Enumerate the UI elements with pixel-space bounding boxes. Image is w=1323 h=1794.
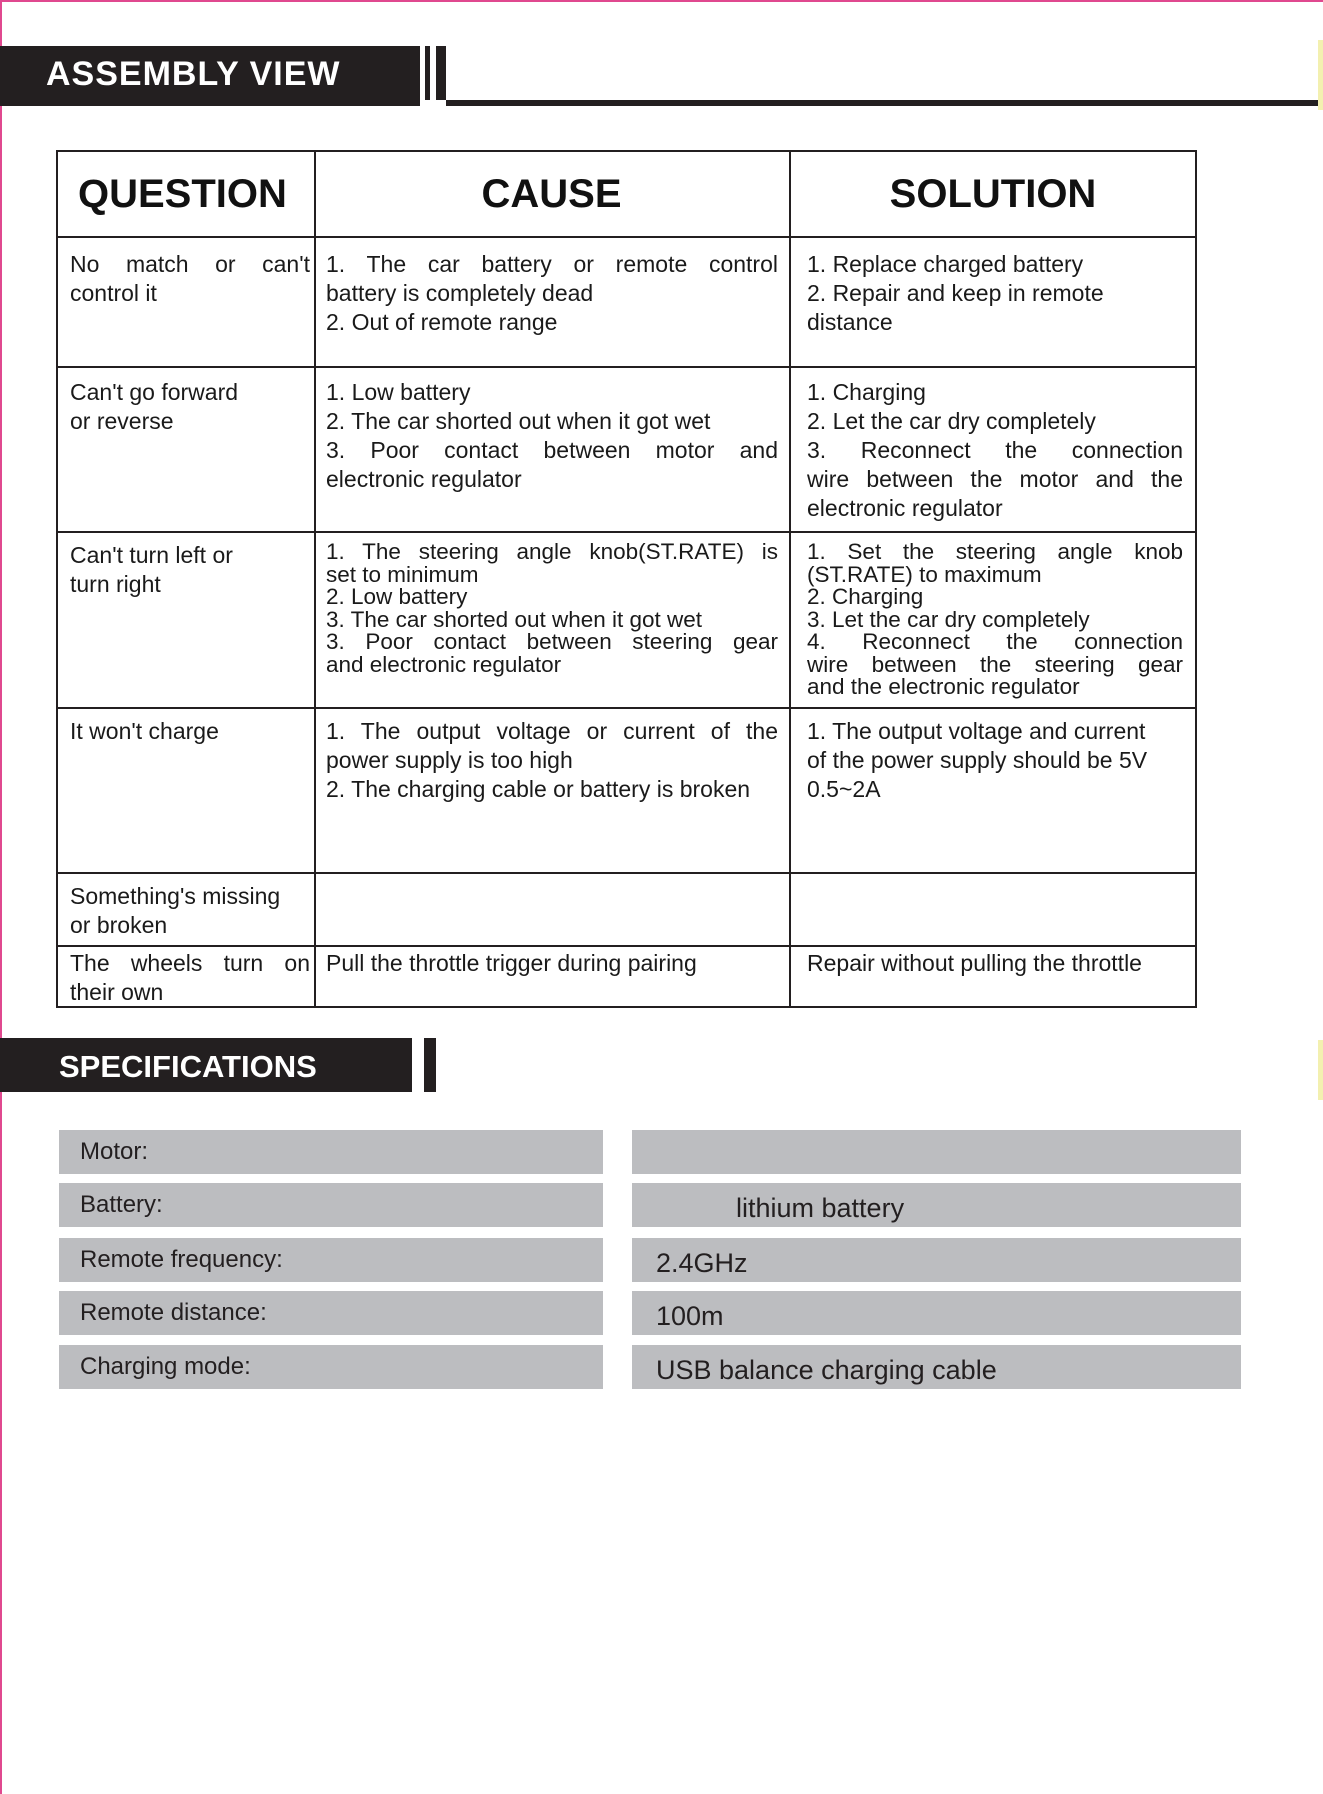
solution-text: 1. Charging <box>807 379 926 405</box>
solution-text: 2. Charging <box>807 584 924 609</box>
solution-text: 3. Let the car dry completely <box>807 606 1090 632</box>
spec-header-tick <box>424 1038 436 1092</box>
solution-text: Repair without pulling the throttle <box>807 950 1142 976</box>
cause-text: 3. Poor contact between motor and <box>326 437 778 463</box>
table-cell-question <box>70 378 310 436</box>
solution-text: distance <box>807 309 893 335</box>
cause-text: set to minimum <box>326 561 479 587</box>
cause-text: and electronic regulator <box>326 651 562 677</box>
spec-value: lithium battery <box>632 1183 1241 1227</box>
question-text: It won't charge <box>70 718 219 744</box>
table-cell-cause <box>326 541 778 676</box>
row-divider <box>58 945 1195 947</box>
table-cell-solution <box>807 717 1183 804</box>
table-cell-question <box>70 949 310 1007</box>
page-right-edge-mark <box>1318 1040 1323 1100</box>
spec-label: Motor: <box>59 1130 603 1174</box>
cause-text: 1. The steering angle knob(ST.RATE) is <box>326 539 778 564</box>
solution-text: 1. Replace charged battery <box>807 251 1084 277</box>
row-divider <box>58 872 1195 874</box>
page-left-edge <box>0 0 2 1794</box>
solution-text: 4. Reconnect the connection <box>807 629 1183 654</box>
solution-text: and the electronic regulator <box>807 674 1080 699</box>
spec-label: Battery: <box>59 1183 603 1227</box>
question-text: or broken <box>70 912 168 938</box>
column-divider <box>314 152 316 1006</box>
spec-value: 2.4GHz <box>632 1238 1241 1282</box>
cause-text: 3. The car shorted out when it got wet <box>326 606 703 632</box>
question-text: Can't turn left or <box>70 542 233 568</box>
solution-text: (ST.RATE) to maximum <box>807 561 1042 587</box>
spec-label: Remote frequency: <box>59 1238 603 1282</box>
table-cell-question <box>70 541 310 599</box>
solution-text: 3. Reconnect the connection <box>807 437 1183 463</box>
header-rule <box>446 100 1318 106</box>
specifications-header <box>0 1038 412 1092</box>
cause-text: 1. Low battery <box>326 379 471 405</box>
table-cell-cause <box>326 717 778 804</box>
table-cell-solution <box>807 541 1183 699</box>
header-cause: CAUSE <box>481 171 622 216</box>
table-cell-solution <box>807 378 1183 523</box>
solution-text: of the power supply should be 5V <box>807 747 1148 773</box>
row-divider <box>58 236 1195 238</box>
header-tick <box>425 46 430 100</box>
question-text: their own <box>70 979 164 1005</box>
solution-text: 2. Let the car dry completely <box>807 408 1096 434</box>
troubleshooting-table <box>56 150 1197 1008</box>
cause-text: 2. The car shorted out when it got wet <box>326 408 711 434</box>
spec-value: 100m <box>632 1291 1241 1335</box>
question-text: No match or can't <box>70 251 310 277</box>
row-divider <box>58 531 1195 533</box>
solution-text: 0.5~2A <box>807 776 881 802</box>
spec-label: Remote distance: <box>59 1291 603 1335</box>
table-cell-cause <box>326 250 778 337</box>
assembly-view-title: ASSEMBLY VIEW <box>46 55 341 93</box>
row-divider <box>58 707 1195 709</box>
row-divider <box>58 366 1195 368</box>
solution-text: 2. Repair and keep in remote <box>807 280 1104 306</box>
cause-text: battery is completely dead <box>326 280 594 306</box>
table-cell-question <box>70 717 310 746</box>
cause-text: 2. Low battery <box>326 584 468 609</box>
solution-text: 1. Set the steering angle knob <box>807 539 1183 564</box>
table-cell-question <box>70 250 310 308</box>
solution-text: 1. The output voltage and current <box>807 718 1146 744</box>
solution-text: wire between the steering gear <box>807 651 1183 677</box>
table-cell-question <box>70 882 310 940</box>
question-text: or reverse <box>70 408 174 434</box>
table-cell-cause <box>326 949 778 978</box>
assembly-view-header <box>0 46 420 106</box>
header-tick <box>436 46 446 100</box>
question-text: control it <box>70 280 157 306</box>
specifications-title: SPECIFICATIONS <box>59 1049 317 1084</box>
cause-text: Pull the throttle trigger during pairing <box>326 950 697 976</box>
table-cell-solution <box>807 949 1183 978</box>
solution-text: electronic regulator <box>807 495 1003 521</box>
cause-text: 2. Out of remote range <box>326 309 558 335</box>
cause-text: 3. Poor contact between steering gear <box>326 629 778 654</box>
question-text: turn right <box>70 571 161 597</box>
table-cell-solution <box>807 250 1183 337</box>
header-question: QUESTION <box>78 171 287 216</box>
cause-text: 2. The charging cable or battery is broken <box>326 776 751 802</box>
page-right-edge-mark <box>1318 40 1323 110</box>
spec-label: Charging mode: <box>59 1345 603 1389</box>
table-cell-cause <box>326 378 778 494</box>
cause-text: power supply is too high <box>326 747 573 773</box>
header-solution: SOLUTION <box>889 171 1097 216</box>
question-text: The wheels turn on <box>70 950 310 976</box>
spec-value <box>632 1130 1241 1174</box>
spec-value: USB balance charging cable <box>632 1345 1241 1389</box>
question-text: Can't go forward <box>70 379 239 405</box>
question-text: Something's missing <box>70 883 281 909</box>
cause-text: electronic regulator <box>326 466 522 492</box>
solution-text: wire between the motor and the <box>807 466 1183 492</box>
page-top-edge <box>0 0 1323 2</box>
cause-text: 1. The output voltage or current of the <box>326 718 778 744</box>
cause-text: 1. The car battery or remote control <box>326 251 778 277</box>
column-divider <box>789 152 791 1006</box>
